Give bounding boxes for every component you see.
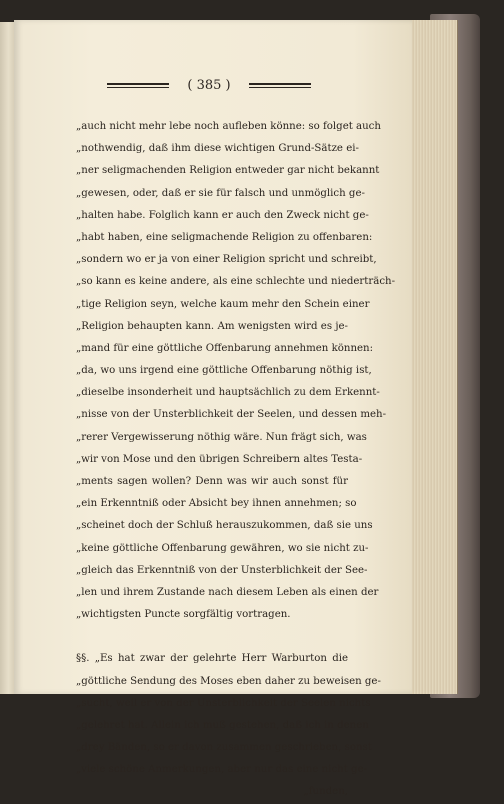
page-number: ( 385 ) [187, 77, 231, 93]
text-line: „gleich das Erkenntniß von der Unsterblichkeit der See- [76, 564, 368, 576]
text-line: „so kann es keine andere, als eine schlechte und niederträch- [76, 276, 396, 288]
text-line: „keine göttliche Offenbarung gewähren, wo sie nicht zu- [76, 542, 369, 554]
text-line: „wichtigsten Puncte sorgfältig vortragen. [76, 609, 291, 621]
paragraph-2 [76, 648, 381, 803]
text-line: „sondern wo er ja von einer Religion spricht und schreibt, [76, 254, 377, 266]
text-line: „nothwendig, daß ihm diese wichtigen Grund-Sätze ei- [76, 143, 359, 155]
text-line: „habt haben, eine seligmachende Religion zu offenbaren: [76, 231, 373, 243]
paragraph-gap [76, 626, 348, 648]
text-line: „ner seligmachenden Religion entweder gar nicht bekannt [76, 165, 380, 177]
text-line: „tige Religion seyn, welche kaum mehr den Schein einer [76, 298, 370, 310]
catchword: „funden, [303, 786, 348, 798]
text-line: „dieselbe insonderheit und hauptsächlich zu dem Erkennt- [76, 387, 380, 399]
text-line: „gelehret hat. Allein ich muß gestehen, daß ich in denen [76, 719, 369, 731]
text-line: „drey Bänden, so er davon zusammen geschrieben, sonst [76, 742, 372, 754]
book-page [14, 20, 412, 798]
text-line: „viele schöne Anmerkungen, aber nur das eine nicht ge- [76, 764, 368, 776]
text-line: „da, wo uns irgend eine göttliche Offenbarung nöthig ist, [76, 365, 372, 377]
text-line: „mand für eine göttliche Offenbarung annehmen können: [76, 342, 374, 354]
text-block [76, 116, 396, 804]
text-line: §§. „Es hat zwar der gelehrte Herr Warburton die [76, 653, 348, 665]
text-line: „ein Erkenntniß oder Absicht bey ihnen annehmen; so [76, 498, 357, 510]
header-rule-left [107, 83, 169, 88]
page-block-edges [405, 20, 458, 694]
text-line: „gewesen, oder, daß er sie für falsch und unmöglich ge- [76, 187, 365, 199]
text-line: „auch nicht mehr lebe noch aufleben könne: so folget auch [76, 121, 381, 132]
facing-page-edge [0, 22, 14, 694]
text-line: „Religion behaupten kann. Am wenigsten wird es je- [76, 320, 348, 332]
text-line: „rerer Vergewisserung nöthig wäre. Nun frägt sich, was [76, 431, 367, 443]
text-line: „wir von Mose und den übrigen Schreibern altes Testa- [76, 453, 363, 465]
text-line: „halten habe. Folglich kann er auch den Zweck nicht ge- [76, 209, 369, 221]
text-line: „sucht, weil er von der Unsterblichkeit der Seelen nichts [76, 697, 371, 709]
text-line: „len und ihrem Zustande nach diesem Leben als einen der [76, 586, 379, 598]
text-line: „nisse von der Unsterblichkeit der Seelen, und dessen meh- [76, 409, 387, 421]
text-line: „ments sagen wollen? Denn was wir auch sonst für [76, 476, 348, 487]
text-line: „scheinet doch der Schluß herauszukommen, daß sie uns [76, 520, 373, 532]
paragraph-1 [76, 116, 396, 626]
page-header [74, 74, 344, 96]
text-line: „göttliche Sendung des Moses eben daher zu beweisen ge- [76, 675, 381, 687]
header-rule-right [249, 83, 311, 88]
